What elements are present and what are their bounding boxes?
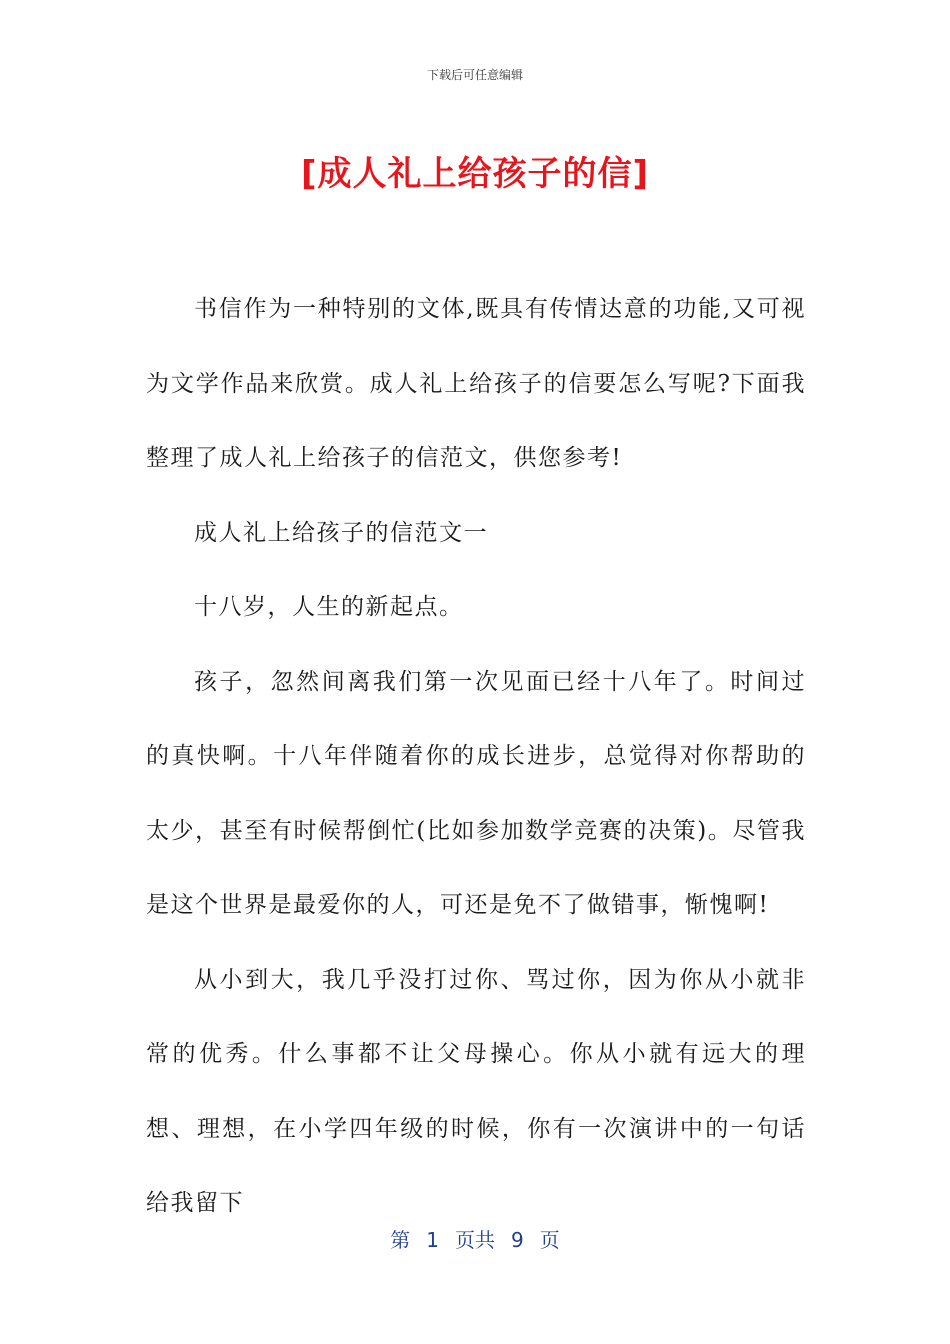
document-body [146, 272, 806, 1241]
page-total-number: 9 [511, 1228, 524, 1252]
paragraph-eighteen: 十八岁，人生的新起点。 [194, 594, 464, 620]
document-title: [成人礼上给孩子的信] [300, 154, 650, 194]
paragraph-growing-up: 从小到大，我几乎没打过你、骂过你，因为你从小就非常的优秀。什么事都不让父母操心。你从小就有远大的理想、理想，在小学四年级的时候，你有一次演讲中的一句话给我留下 [146, 966, 806, 1216]
footer-mid: 页共 [455, 1228, 495, 1252]
paragraph-intro: 书信作为一种特别的文体,既具有传情达意的功能,又可视为文学作品来欣赏。成人礼上给孩子的信要怎么写呢?下面我整理了成人礼上给孩子的信范文，供您参考! [146, 296, 806, 471]
page-current-number: 1 [426, 1228, 439, 1252]
paragraph-subheading: 成人礼上给孩子的信范文一 [194, 519, 488, 546]
paragraph-time-passes: 孩子，忽然间离我们第一次见面已经十八年了。时间过的真快啊。十八年伴随着你的成长进步，总觉得对你帮助的太少，甚至有时候帮倒忙(比如参加数学竞赛的决策)。尽管我是这个世界是最爱你的人，可还是免不了做错事，惭愧啊! [146, 668, 806, 918]
page-footer [0, 1224, 950, 1253]
header-note: 下载后可任意编辑 [426, 68, 523, 82]
footer-prefix: 第 [390, 1228, 411, 1252]
footer-suffix: 页 [539, 1228, 560, 1252]
